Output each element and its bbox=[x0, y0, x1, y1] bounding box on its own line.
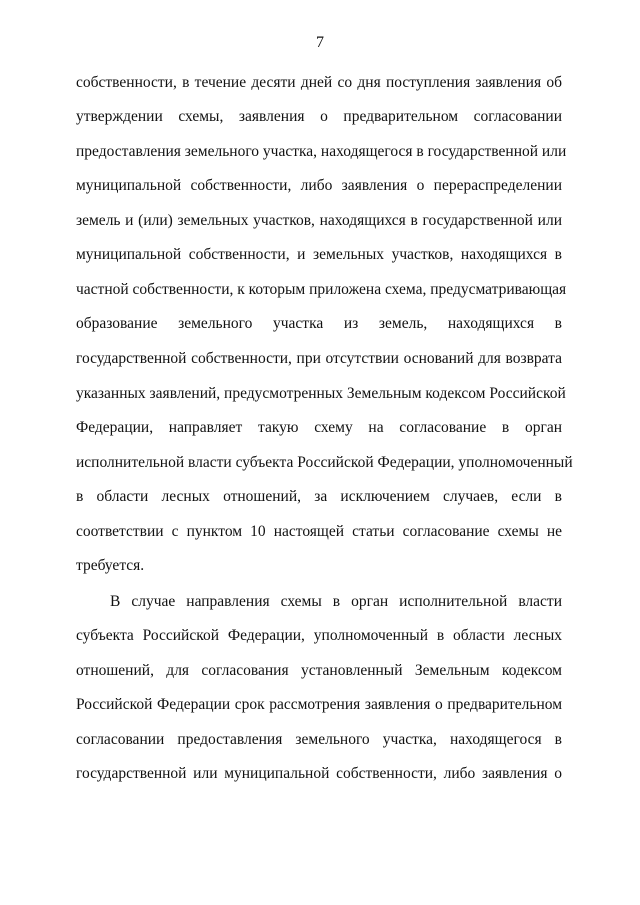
text-line: требуется. bbox=[76, 557, 145, 574]
text-line: согласовании предоставления земельного участка, находящегося в bbox=[76, 731, 562, 748]
text-line: собственности, в течение десяти дней со дня поступления заявления об bbox=[76, 74, 562, 91]
text-line: утверждении схемы, заявления о предварительном согласовании bbox=[76, 108, 562, 125]
text-line: муниципальной собственности, и земельных участков, находящихся в bbox=[76, 246, 562, 263]
text-line: предоставления земельного участка, находящегося в государственной или bbox=[76, 143, 567, 160]
text-line: образование земельного участка из земель, находящихся в bbox=[76, 315, 562, 332]
text-line: муниципальной собственности, либо заявления о перераспределении bbox=[76, 177, 562, 194]
text-line: в области лесных отношений, за исключением случаев, если в bbox=[76, 488, 562, 505]
text-line: отношений, для согласования установленный Земельным кодексом bbox=[76, 662, 562, 679]
text-line: исполнительной власти субъекта Российской Федерации, уполномоченный bbox=[76, 454, 573, 471]
text-line: указанных заявлений, предусмотренных Земельным кодексом Российской bbox=[76, 385, 566, 402]
text-line: Российской Федерации срок рассмотрения заявления о предварительном bbox=[76, 696, 562, 713]
text-line: государственной собственности, при отсутствии оснований для возврата bbox=[76, 350, 562, 367]
text-line: субъекта Российской Федерации, уполномоченный в области лесных bbox=[76, 627, 562, 644]
text-line: Федерации, направляет такую схему на согласование в орган bbox=[76, 419, 562, 436]
text-line: частной собственности, к которым приложена схема, предусматривающая bbox=[76, 281, 567, 298]
page-number: 7 bbox=[316, 34, 324, 51]
text-line: земель и (или) земельных участков, находящихся в государственной или bbox=[76, 212, 562, 229]
text-line: соответствии с пунктом 10 настоящей статьи согласование схемы не bbox=[76, 523, 562, 540]
text-line: государственной или муниципальной собственности, либо заявления о bbox=[76, 765, 562, 782]
text-line: В случае направления схемы в орган исполнительной власти bbox=[110, 593, 562, 610]
